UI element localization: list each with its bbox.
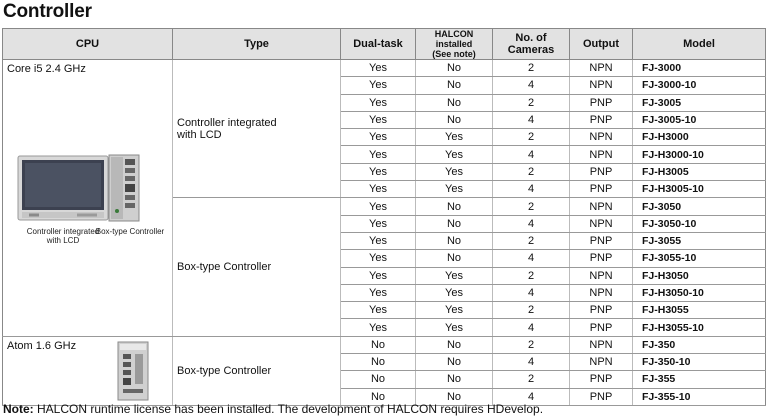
cell-halcon: Yes <box>416 181 493 198</box>
cell-output: NPN <box>570 267 633 284</box>
cell-halcon: No <box>416 354 493 371</box>
cell-cameras: 2 <box>493 94 570 111</box>
cell-model: FJ-3050-10 <box>633 215 766 232</box>
cell-cameras: 4 <box>493 284 570 301</box>
cell-model: FJ-355-10 <box>633 388 766 405</box>
cell-output: NPN <box>570 215 633 232</box>
page-title: Controller <box>3 1 92 22</box>
box-controller-image <box>107 153 143 223</box>
cell-halcon: No <box>416 94 493 111</box>
cell-dual-task: No <box>341 371 416 388</box>
caption-line: with LCD <box>46 236 80 245</box>
cell-model: FJ-H3050-10 <box>633 284 766 301</box>
cell-cameras: 4 <box>493 111 570 128</box>
cell-halcon: Yes <box>416 163 493 180</box>
cell-dual-task: Yes <box>341 111 416 128</box>
header-halcon-line1: HALCON installed <box>434 29 474 49</box>
cell-output: PNP <box>570 163 633 180</box>
cell-output: PNP <box>570 302 633 319</box>
cpu-cell-atom <box>3 336 173 405</box>
cell-cameras: 4 <box>493 388 570 405</box>
table-header-row <box>3 29 766 60</box>
table-row <box>3 60 766 77</box>
cell-cameras: 4 <box>493 250 570 267</box>
controller-spec-table <box>2 28 766 406</box>
cell-dual-task: No <box>341 336 416 353</box>
cell-model: FJ-3000 <box>633 60 766 77</box>
cell-halcon: Yes <box>416 319 493 336</box>
header-output: Output <box>570 29 633 60</box>
header-model: Model <box>633 29 766 60</box>
cell-output: NPN <box>570 284 633 301</box>
cell-output: PNP <box>570 181 633 198</box>
cell-model: FJ-H3000 <box>633 129 766 146</box>
type-cell-atom-box: Box-type Controller <box>173 336 341 405</box>
table-row <box>3 336 766 353</box>
cell-output: NPN <box>570 129 633 146</box>
cell-halcon: Yes <box>416 284 493 301</box>
cell-dual-task: Yes <box>341 198 416 215</box>
note-text: HALCON runtime license has been installed. The development of HALCON requires HDevelop. <box>33 402 544 416</box>
cell-halcon: No <box>416 232 493 249</box>
cell-dual-task: Yes <box>341 94 416 111</box>
cell-cameras: 4 <box>493 215 570 232</box>
cell-dual-task: Yes <box>341 129 416 146</box>
cell-cameras: 2 <box>493 60 570 77</box>
cell-dual-task: Yes <box>341 284 416 301</box>
cell-model: FJ-H3000-10 <box>633 146 766 163</box>
cell-cameras: 4 <box>493 181 570 198</box>
cell-dual-task: Yes <box>341 319 416 336</box>
cell-cameras: 2 <box>493 267 570 284</box>
cell-output: PNP <box>570 371 633 388</box>
header-cameras-line1: No. of <box>515 32 547 44</box>
cell-cameras: 4 <box>493 319 570 336</box>
cell-output: NPN <box>570 77 633 94</box>
header-cameras <box>493 29 570 60</box>
cell-model: FJ-3000-10 <box>633 77 766 94</box>
cell-halcon: No <box>416 250 493 267</box>
header-halcon <box>416 29 493 60</box>
type-cell-box: Box-type Controller <box>173 198 341 336</box>
cpu-name: Core i5 2.4 GHz <box>7 63 86 75</box>
cell-cameras: 4 <box>493 146 570 163</box>
cell-halcon: Yes <box>416 129 493 146</box>
footnote <box>3 402 543 416</box>
cell-model: FJ-H3055 <box>633 302 766 319</box>
lcd-controller-image <box>17 155 109 223</box>
cell-output: PNP <box>570 319 633 336</box>
cell-model: FJ-3055 <box>633 232 766 249</box>
cell-output: PNP <box>570 250 633 267</box>
header-cameras-line2: Cameras <box>507 44 555 56</box>
caption-line: Controller integrated <box>26 227 100 236</box>
cell-cameras: 2 <box>493 336 570 353</box>
type-cell-lcd <box>173 60 341 198</box>
cell-dual-task: Yes <box>341 146 416 163</box>
cell-output: NPN <box>570 60 633 77</box>
cell-halcon: No <box>416 198 493 215</box>
header-dual-task: Dual-task <box>341 29 416 60</box>
header-cpu: CPU <box>3 29 173 60</box>
cell-dual-task: No <box>341 354 416 371</box>
cell-halcon: No <box>416 111 493 128</box>
cell-cameras: 4 <box>493 77 570 94</box>
cell-dual-task: Yes <box>341 181 416 198</box>
cell-model: FJ-350 <box>633 336 766 353</box>
cell-output: NPN <box>570 198 633 215</box>
cell-halcon: No <box>416 77 493 94</box>
type-label-line: Controller integrated <box>177 116 277 129</box>
cell-halcon: Yes <box>416 146 493 163</box>
cell-dual-task: Yes <box>341 250 416 267</box>
cell-halcon: No <box>416 336 493 353</box>
cell-halcon: Yes <box>416 267 493 284</box>
header-halcon-line2: (See note) <box>432 49 476 59</box>
cell-model: FJ-H3005-10 <box>633 181 766 198</box>
cell-dual-task: Yes <box>341 77 416 94</box>
cell-halcon: No <box>416 60 493 77</box>
atom-controller-image <box>115 340 155 402</box>
header-type: Type <box>173 29 341 60</box>
box-image-caption: Box-type Controller <box>95 227 165 236</box>
cell-output: PNP <box>570 94 633 111</box>
cell-cameras: 4 <box>493 354 570 371</box>
cell-dual-task: Yes <box>341 267 416 284</box>
cpu-cell-core-i5 <box>3 60 173 337</box>
cell-model: FJ-3005 <box>633 94 766 111</box>
cell-output: PNP <box>570 232 633 249</box>
cell-model: FJ-H3050 <box>633 267 766 284</box>
cell-output: PNP <box>570 111 633 128</box>
cell-model: FJ-3055-10 <box>633 250 766 267</box>
cell-cameras: 2 <box>493 198 570 215</box>
cell-cameras: 2 <box>493 129 570 146</box>
cell-halcon: No <box>416 215 493 232</box>
cell-cameras: 2 <box>493 371 570 388</box>
cell-halcon: No <box>416 371 493 388</box>
cell-dual-task: Yes <box>341 302 416 319</box>
cell-cameras: 2 <box>493 302 570 319</box>
type-label-line: with LCD <box>177 128 222 141</box>
cell-dual-task: Yes <box>341 60 416 77</box>
cell-output: NPN <box>570 336 633 353</box>
cell-model: FJ-3005-10 <box>633 111 766 128</box>
cell-model: FJ-3050 <box>633 198 766 215</box>
cell-model: FJ-H3055-10 <box>633 319 766 336</box>
cell-output: PNP <box>570 388 633 405</box>
cell-model: FJ-H3005 <box>633 163 766 180</box>
cell-dual-task: Yes <box>341 232 416 249</box>
cell-cameras: 2 <box>493 163 570 180</box>
cell-model: FJ-350-10 <box>633 354 766 371</box>
cell-dual-task: No <box>341 388 416 405</box>
note-label: Note: <box>3 402 34 416</box>
cell-halcon: No <box>416 388 493 405</box>
cell-model: FJ-355 <box>633 371 766 388</box>
cell-dual-task: Yes <box>341 215 416 232</box>
cell-cameras: 2 <box>493 232 570 249</box>
cell-output: NPN <box>570 354 633 371</box>
cell-dual-task: Yes <box>341 163 416 180</box>
cell-halcon: Yes <box>416 302 493 319</box>
cpu-name: Atom 1.6 GHz <box>7 339 77 352</box>
cell-output: NPN <box>570 146 633 163</box>
